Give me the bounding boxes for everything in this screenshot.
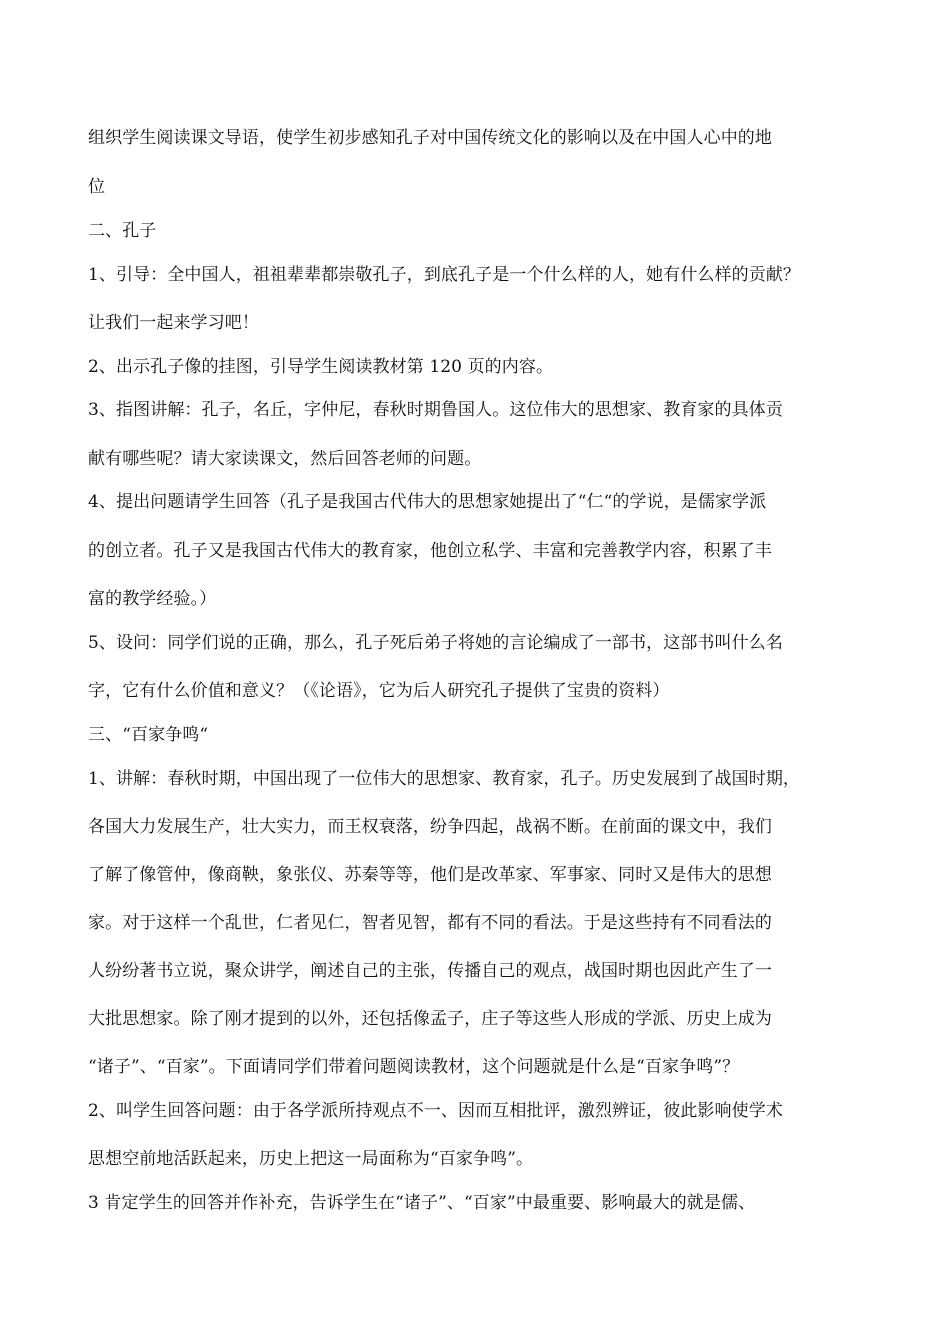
text-line: 了解了像管仲，像商鞅，象张仪、苏秦等等，他们是改革家、军事家、同时又是伟大的思想 <box>88 865 772 885</box>
text-line: 献有哪些呢？请大家读课文，然后回答老师的问题。 <box>88 449 482 469</box>
text-line: 3 肯定学生的回答并作补充，告诉学生在“诸子”、“百家”中最重要、影响最大的就是儒、 <box>88 1193 756 1213</box>
text-line: 人纷纷著书立说，聚众讲学，阐述自己的主张，传播自己的观点，战国时期也因此产生了一 <box>88 961 772 981</box>
section-heading: 二、孔子 <box>88 221 157 241</box>
text-line: 字，它有什么价值和意义？（《论语》，它为后人研究孔子提供了宝贵的资料） <box>88 681 670 701</box>
text-line: 各国大力发展生产，壮大实力，而王权衰落，纷争四起，战祸不断。在前面的课文中，我们 <box>88 817 772 837</box>
text-line: 1、讲解：春秋时期，中国出现了一位伟大的思想家、教育家，孔子。历史发展到了战国时期， <box>88 769 801 789</box>
text-line: 5、设问：同学们说的正确，那么，孔子死后弟子将她的言论编成了一部书，这部书叫什么名 <box>88 633 783 653</box>
text-line: 2、叫学生回答问题：由于各学派所持观点不一、因而互相批评，激烈辨证，彼此影响使学术 <box>88 1101 783 1121</box>
text-line: “诸子”、“百家”。下面请同学们带着问题阅读教材，这个问题就是什么是“百家争鸣”？ <box>88 1057 740 1077</box>
text-line: 位 <box>88 177 106 197</box>
text-line: 家。对于这样一个乱世，仁者见仁，智者见智，都有不同的看法。于是这些持有不同看法的 <box>88 913 772 933</box>
text-line: 4、提出问题请学生回答（孔子是我国古代伟大的思想家她提出了“仁“的学说，是儒家学派 <box>88 492 767 512</box>
text-line: 让我们一起来学习吧！ <box>88 313 259 333</box>
text-line: 组织学生阅读课文导语，使学生初步感知孔子对中国传统文化的影响以及在中国人心中的地 <box>88 128 772 148</box>
text-line: 1、引导：全中国人，祖祖辈辈都崇敬孔子，到底孔子是一个什么样的人，她有什么样的贡献？ <box>88 265 801 285</box>
text-line: 2、出示孔子像的挂图，引导学生阅读教材第 120 页的内容。 <box>88 357 554 377</box>
text-line: 的创立者。孔子又是我国古代伟大的教育家，他创立私学、丰富和完善教学内容，积累了丰 <box>88 541 772 561</box>
section-heading: 三、“百家争鸣“ <box>88 725 209 745</box>
text-line: 富的教学经验。） <box>88 589 217 609</box>
text-line: 思想空前地活跃起来，历史上把这一局面称为“百家争鸣”。 <box>88 1149 534 1169</box>
text-line: 大批思想家。除了刚才提到的以外，还包括像孟子，庄子等这些人形成的学派、历史上成为 <box>88 1009 772 1029</box>
text-line: 3、指图讲解：孔子，名丘，字仲尼，春秋时期鲁国人。这位伟大的思想家、教育家的具体贡 <box>88 400 783 420</box>
